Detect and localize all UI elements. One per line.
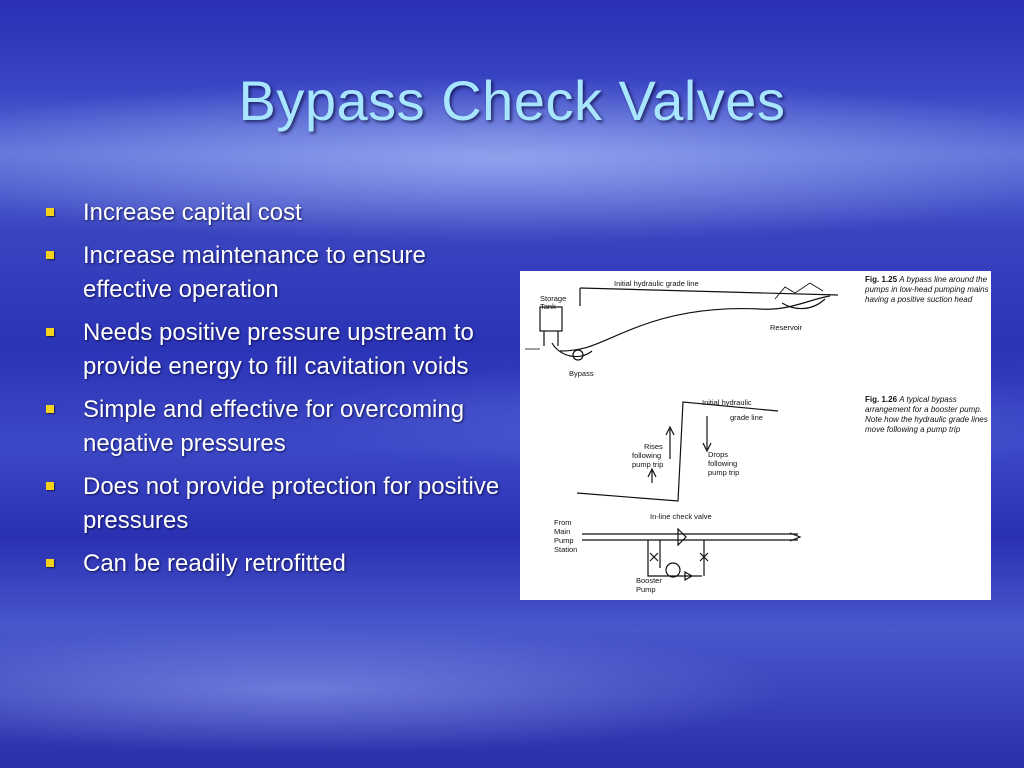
booster-pump (666, 563, 680, 577)
bullet-item (44, 239, 504, 307)
bullet-text: Needs positive pressure upstream to provide energy to fill cavitation voids (83, 319, 474, 380)
caption-fig-125-label: Fig. 1.25 (865, 275, 898, 284)
bullet-text: Simple and effective for overcoming negative pressures (83, 396, 465, 457)
bullet-square-icon (46, 482, 54, 490)
rises-label-1: Rises (644, 442, 663, 451)
bypass-label: Bypass (569, 369, 594, 378)
bullet-list (44, 196, 504, 590)
pump-125 (573, 350, 583, 360)
bullet-item (44, 547, 504, 581)
reservoir-trees (775, 283, 823, 299)
bullet-text: Does not provide protection for positive pressures (83, 473, 500, 534)
bypass-valve-left (650, 553, 658, 561)
grade-line-126-label-1: Initial hydraulic (702, 398, 752, 407)
bullet-item (44, 393, 504, 461)
check-valve-label: In-line check valve (650, 512, 712, 521)
booster-label-2: Pump (636, 585, 656, 594)
caption-fig-126 (865, 395, 989, 435)
storage-tank-label-1: Storage (540, 294, 567, 303)
bullet-square-icon (46, 208, 54, 216)
from-label-4: Station (554, 545, 578, 554)
bullet-item (44, 316, 504, 384)
bullet-square-icon (46, 559, 54, 567)
grade-line-label-125: Initial hydraulic grade line (614, 279, 699, 288)
bullet-item (44, 196, 504, 230)
rises-label-3: pump trip (632, 460, 664, 469)
reservoir-label: Reservoir (770, 323, 803, 332)
from-label-2: Main (554, 527, 571, 536)
bypass-diagram-figure (520, 271, 991, 600)
bullet-square-icon (46, 251, 54, 259)
grade-line-125 (580, 288, 838, 295)
bullet-item (44, 470, 504, 538)
drops-label-2: following (708, 459, 738, 468)
bullet-square-icon (46, 328, 54, 336)
drops-label-1: Drops (708, 450, 729, 459)
bullet-text: Can be readily retrofitted (83, 550, 346, 577)
bypass-diagram (520, 271, 991, 600)
from-label-3: Pump (554, 536, 574, 545)
grade-line-126-label-2: grade line (730, 413, 763, 422)
from-label-1: From (554, 518, 572, 527)
storage-tank-label-2: Tank (540, 302, 556, 311)
caption-fig-125 (865, 275, 989, 305)
main-pipe (582, 534, 798, 540)
caption-fig-126-text: A typical bypass arrangement for a booster pump. Note how the hydraulic grade lines move following a pump trip (865, 395, 988, 434)
caption-fig-125-text: A bypass line around the pumps in low-head pumping mains having a positive suction head (865, 275, 989, 304)
booster-label-1: Booster (636, 576, 662, 585)
rises-label-2: following (632, 451, 662, 460)
bullet-text: Increase capital cost (83, 199, 302, 226)
caption-fig-126-label: Fig. 1.26 (865, 395, 898, 404)
drops-label-3: pump trip (708, 468, 740, 477)
bullet-square-icon (46, 405, 54, 413)
bullet-text: Increase maintenance to ensure effective operation (83, 242, 426, 303)
slide-title: Bypass Check Valves (238, 69, 786, 132)
